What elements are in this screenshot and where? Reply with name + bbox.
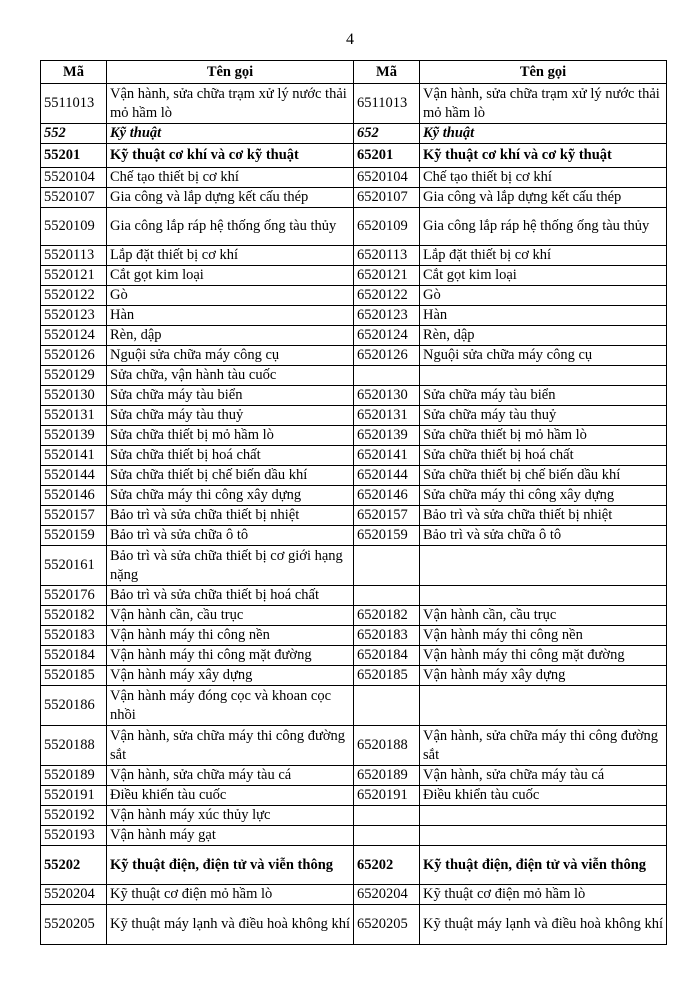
table-row bbox=[41, 806, 667, 826]
name-left-cell: Bảo trì và sửa chữa thiết bị hoá chất bbox=[107, 586, 354, 606]
table-row bbox=[41, 726, 667, 766]
table-row bbox=[41, 426, 667, 446]
code-left-cell: 5520144 bbox=[41, 466, 107, 486]
name-left-cell: Sửa chữa máy thi công xây dựng bbox=[107, 486, 354, 506]
code-right-cell: 6520144 bbox=[354, 466, 420, 486]
code-left-cell: 5520176 bbox=[41, 586, 107, 606]
name-right-cell: Vận hành, sửa chữa trạm xử lý nước thải mỏ hầm lò bbox=[420, 84, 667, 124]
code-left-cell: 5520157 bbox=[41, 506, 107, 526]
code-left-cell: 5520109 bbox=[41, 208, 107, 246]
code-right-cell bbox=[354, 366, 420, 386]
table-row bbox=[41, 786, 667, 806]
code-right-cell: 6520123 bbox=[354, 306, 420, 326]
name-right-cell: Kỹ thuật điện, điện tử và viễn thông bbox=[420, 846, 667, 885]
name-left-cell: Sửa chữa thiết bị chế biến dầu khí bbox=[107, 466, 354, 486]
name-left-cell: Kỹ thuật cơ khí và cơ kỹ thuật bbox=[107, 144, 354, 168]
name-left-cell: Gia công và lắp dựng kết cấu thép bbox=[107, 188, 354, 208]
table-row bbox=[41, 246, 667, 266]
name-left-cell: Vận hành cần, cầu trục bbox=[107, 606, 354, 626]
code-left-cell: 55201 bbox=[41, 144, 107, 168]
name-left-cell: Gia công lắp ráp hệ thống ống tàu thủy bbox=[107, 208, 354, 246]
table-row bbox=[41, 686, 667, 726]
code-right-cell: 6520139 bbox=[354, 426, 420, 446]
name-left-cell: Vận hành máy xây dựng bbox=[107, 666, 354, 686]
table-row bbox=[41, 84, 667, 124]
code-right-cell: 6520205 bbox=[354, 905, 420, 945]
name-left-cell: Gò bbox=[107, 286, 354, 306]
name-left-cell: Bảo trì và sửa chữa thiết bị nhiệt bbox=[107, 506, 354, 526]
code-right-cell: 6520159 bbox=[354, 526, 420, 546]
code-left-cell: 5520186 bbox=[41, 686, 107, 726]
code-right-cell: 6520185 bbox=[354, 666, 420, 686]
code-right-cell: 6520146 bbox=[354, 486, 420, 506]
name-right-cell: Kỹ thuật cơ điện mỏ hầm lò bbox=[420, 885, 667, 905]
code-left-cell: 5520129 bbox=[41, 366, 107, 386]
code-right-cell: 6511013 bbox=[354, 84, 420, 124]
code-left-cell: 5520161 bbox=[41, 546, 107, 586]
name-right-cell: Kỹ thuật bbox=[420, 124, 667, 144]
name-left-cell: Sửa chữa máy tàu biển bbox=[107, 386, 354, 406]
name-left-cell: Vận hành máy thi công mặt đường bbox=[107, 646, 354, 666]
code-left-cell: 5520104 bbox=[41, 168, 107, 188]
table-row bbox=[41, 606, 667, 626]
code-left-cell: 5520192 bbox=[41, 806, 107, 826]
table-row bbox=[41, 124, 667, 144]
name-left-cell: Vận hành, sửa chữa máy tàu cá bbox=[107, 766, 354, 786]
table-row bbox=[41, 766, 667, 786]
name-right-cell: Vận hành máy thi công mặt đường bbox=[420, 646, 667, 666]
code-right-cell: 6520157 bbox=[354, 506, 420, 526]
table-header-row bbox=[41, 61, 667, 84]
name-right-cell: Kỹ thuật máy lạnh và điều hoà không khí bbox=[420, 905, 667, 945]
code-left-cell: 5520113 bbox=[41, 246, 107, 266]
name-left-cell: Vận hành, sửa chữa trạm xử lý nước thải mỏ hầm lò bbox=[107, 84, 354, 124]
name-right-cell: Cắt gọt kim loại bbox=[420, 266, 667, 286]
code-right-cell: 6520121 bbox=[354, 266, 420, 286]
name-right-cell: Gia công và lắp dựng kết cấu thép bbox=[420, 188, 667, 208]
name-left-cell: Điều khiển tàu cuốc bbox=[107, 786, 354, 806]
table-row bbox=[41, 486, 667, 506]
name-left-cell: Kỹ thuật điện, điện tử và viễn thông bbox=[107, 846, 354, 885]
name-right-cell: Nguội sửa chữa máy công cụ bbox=[420, 346, 667, 366]
code-left-cell: 5520107 bbox=[41, 188, 107, 208]
header-code-right: Mã bbox=[354, 61, 420, 84]
occupation-code-table bbox=[40, 60, 667, 945]
table-row bbox=[41, 586, 667, 606]
table-row bbox=[41, 326, 667, 346]
name-right-cell: Gia công lắp ráp hệ thống ống tàu thủy bbox=[420, 208, 667, 246]
name-right-cell: Lắp đặt thiết bị cơ khí bbox=[420, 246, 667, 266]
table-row bbox=[41, 905, 667, 945]
header-name-right: Tên gọi bbox=[420, 61, 667, 84]
name-right-cell: Sửa chữa máy thi công xây dựng bbox=[420, 486, 667, 506]
code-right-cell: 6520122 bbox=[354, 286, 420, 306]
code-right-cell: 65201 bbox=[354, 144, 420, 168]
name-left-cell: Sửa chữa thiết bị mỏ hầm lò bbox=[107, 426, 354, 446]
name-right-cell: Vận hành máy xây dựng bbox=[420, 666, 667, 686]
table-row bbox=[41, 466, 667, 486]
name-left-cell: Sửa chữa máy tàu thuỷ bbox=[107, 406, 354, 426]
name-right-cell: Điều khiển tàu cuốc bbox=[420, 786, 667, 806]
code-right-cell: 6520113 bbox=[354, 246, 420, 266]
name-left-cell: Vận hành máy xúc thủy lực bbox=[107, 806, 354, 826]
table-row bbox=[41, 366, 667, 386]
name-right-cell: Bảo trì và sửa chữa ô tô bbox=[420, 526, 667, 546]
table-row bbox=[41, 386, 667, 406]
code-right-cell: 6520182 bbox=[354, 606, 420, 626]
name-right-cell: Rèn, dập bbox=[420, 326, 667, 346]
table-row bbox=[41, 846, 667, 885]
code-right-cell: 6520141 bbox=[354, 446, 420, 466]
table-row bbox=[41, 526, 667, 546]
code-right-cell: 6520107 bbox=[354, 188, 420, 208]
code-right-cell: 6520104 bbox=[354, 168, 420, 188]
table-row bbox=[41, 626, 667, 646]
code-left-cell: 5520141 bbox=[41, 446, 107, 466]
table-row bbox=[41, 666, 667, 686]
name-left-cell: Bảo trì và sửa chữa thiết bị cơ giới hạng nặng bbox=[107, 546, 354, 586]
code-left-cell: 5520126 bbox=[41, 346, 107, 366]
table-row bbox=[41, 306, 667, 326]
table-row bbox=[41, 885, 667, 905]
code-right-cell: 6520204 bbox=[354, 885, 420, 905]
code-right-cell: 6520188 bbox=[354, 726, 420, 766]
name-left-cell: Kỹ thuật máy lạnh và điều hoà không khí bbox=[107, 905, 354, 945]
code-left-cell: 5520122 bbox=[41, 286, 107, 306]
table-row bbox=[41, 506, 667, 526]
name-right-cell: Sửa chữa máy tàu thuỷ bbox=[420, 406, 667, 426]
name-left-cell: Sửa chữa, vận hành tàu cuốc bbox=[107, 366, 354, 386]
table-row bbox=[41, 406, 667, 426]
code-right-cell: 6520183 bbox=[354, 626, 420, 646]
name-left-cell: Hàn bbox=[107, 306, 354, 326]
table-row bbox=[41, 208, 667, 246]
name-right-cell: Vận hành, sửa chữa máy thi công đường sắt bbox=[420, 726, 667, 766]
table-row bbox=[41, 144, 667, 168]
table-row bbox=[41, 168, 667, 188]
code-left-cell: 5520183 bbox=[41, 626, 107, 646]
code-left-cell: 5520188 bbox=[41, 726, 107, 766]
code-left-cell: 5520123 bbox=[41, 306, 107, 326]
code-right-cell: 6520189 bbox=[354, 766, 420, 786]
code-left-cell: 5520189 bbox=[41, 766, 107, 786]
code-left-cell: 5520205 bbox=[41, 905, 107, 945]
name-left-cell: Cắt gọt kim loại bbox=[107, 266, 354, 286]
name-right-cell bbox=[420, 686, 667, 726]
code-right-cell bbox=[354, 826, 420, 846]
code-right-cell bbox=[354, 806, 420, 826]
name-right-cell: Sửa chữa thiết bị mỏ hầm lò bbox=[420, 426, 667, 446]
code-left-cell: 55202 bbox=[41, 846, 107, 885]
code-left-cell: 5520131 bbox=[41, 406, 107, 426]
name-right-cell bbox=[420, 366, 667, 386]
page-number: 4 bbox=[346, 31, 354, 48]
code-left-cell: 552 bbox=[41, 124, 107, 144]
code-left-cell: 5520191 bbox=[41, 786, 107, 806]
name-right-cell: Sửa chữa máy tàu biển bbox=[420, 386, 667, 406]
name-left-cell: Vận hành máy gạt bbox=[107, 826, 354, 846]
code-right-cell bbox=[354, 586, 420, 606]
table-row bbox=[41, 266, 667, 286]
code-right-cell: 6520191 bbox=[354, 786, 420, 806]
name-right-cell: Sửa chữa thiết bị hoá chất bbox=[420, 446, 667, 466]
name-left-cell: Rèn, dập bbox=[107, 326, 354, 346]
name-right-cell: Chế tạo thiết bị cơ khí bbox=[420, 168, 667, 188]
table-row bbox=[41, 546, 667, 586]
name-left-cell: Vận hành máy thi công nền bbox=[107, 626, 354, 646]
name-right-cell bbox=[420, 826, 667, 846]
code-left-cell: 5511013 bbox=[41, 84, 107, 124]
code-right-cell: 65202 bbox=[354, 846, 420, 885]
code-right-cell: 6520124 bbox=[354, 326, 420, 346]
name-left-cell: Kỹ thuật cơ điện mỏ hầm lò bbox=[107, 885, 354, 905]
table-body bbox=[41, 84, 667, 945]
name-right-cell bbox=[420, 586, 667, 606]
name-right-cell: Bảo trì và sửa chữa thiết bị nhiệt bbox=[420, 506, 667, 526]
table-row bbox=[41, 826, 667, 846]
code-left-cell: 5520193 bbox=[41, 826, 107, 846]
code-right-cell: 652 bbox=[354, 124, 420, 144]
table-row bbox=[41, 646, 667, 666]
name-left-cell: Chế tạo thiết bị cơ khí bbox=[107, 168, 354, 188]
name-left-cell: Vận hành máy đóng cọc và khoan cọc nhồi bbox=[107, 686, 354, 726]
code-right-cell: 6520126 bbox=[354, 346, 420, 366]
name-left-cell: Bảo trì và sửa chữa ô tô bbox=[107, 526, 354, 546]
name-right-cell: Vận hành cần, cầu trục bbox=[420, 606, 667, 626]
name-left-cell: Lắp đặt thiết bị cơ khí bbox=[107, 246, 354, 266]
name-right-cell: Kỹ thuật cơ khí và cơ kỹ thuật bbox=[420, 144, 667, 168]
code-left-cell: 5520121 bbox=[41, 266, 107, 286]
name-right-cell: Gò bbox=[420, 286, 667, 306]
code-left-cell: 5520184 bbox=[41, 646, 107, 666]
code-left-cell: 5520130 bbox=[41, 386, 107, 406]
table-row bbox=[41, 346, 667, 366]
code-left-cell: 5520182 bbox=[41, 606, 107, 626]
code-left-cell: 5520124 bbox=[41, 326, 107, 346]
code-right-cell: 6520130 bbox=[354, 386, 420, 406]
name-right-cell: Vận hành máy thi công nền bbox=[420, 626, 667, 646]
table-row bbox=[41, 446, 667, 466]
code-left-cell: 5520139 bbox=[41, 426, 107, 446]
code-right-cell: 6520109 bbox=[354, 208, 420, 246]
name-right-cell: Hàn bbox=[420, 306, 667, 326]
name-left-cell: Nguội sửa chữa máy công cụ bbox=[107, 346, 354, 366]
code-right-cell: 6520131 bbox=[354, 406, 420, 426]
header-name-left: Tên gọi bbox=[107, 61, 354, 84]
table-row bbox=[41, 286, 667, 306]
table-row bbox=[41, 188, 667, 208]
name-right-cell bbox=[420, 806, 667, 826]
name-right-cell: Sửa chữa thiết bị chế biến dầu khí bbox=[420, 466, 667, 486]
code-right-cell bbox=[354, 546, 420, 586]
code-left-cell: 5520146 bbox=[41, 486, 107, 506]
name-right-cell bbox=[420, 546, 667, 586]
code-left-cell: 5520204 bbox=[41, 885, 107, 905]
code-left-cell: 5520185 bbox=[41, 666, 107, 686]
code-right-cell: 6520184 bbox=[354, 646, 420, 666]
name-right-cell: Vận hành, sửa chữa máy tàu cá bbox=[420, 766, 667, 786]
name-left-cell: Kỹ thuật bbox=[107, 124, 354, 144]
code-left-cell: 5520159 bbox=[41, 526, 107, 546]
header-code-left: Mã bbox=[41, 61, 107, 84]
name-left-cell: Vận hành, sửa chữa máy thi công đường sắt bbox=[107, 726, 354, 766]
code-right-cell bbox=[354, 686, 420, 726]
name-left-cell: Sửa chữa thiết bị hoá chất bbox=[107, 446, 354, 466]
